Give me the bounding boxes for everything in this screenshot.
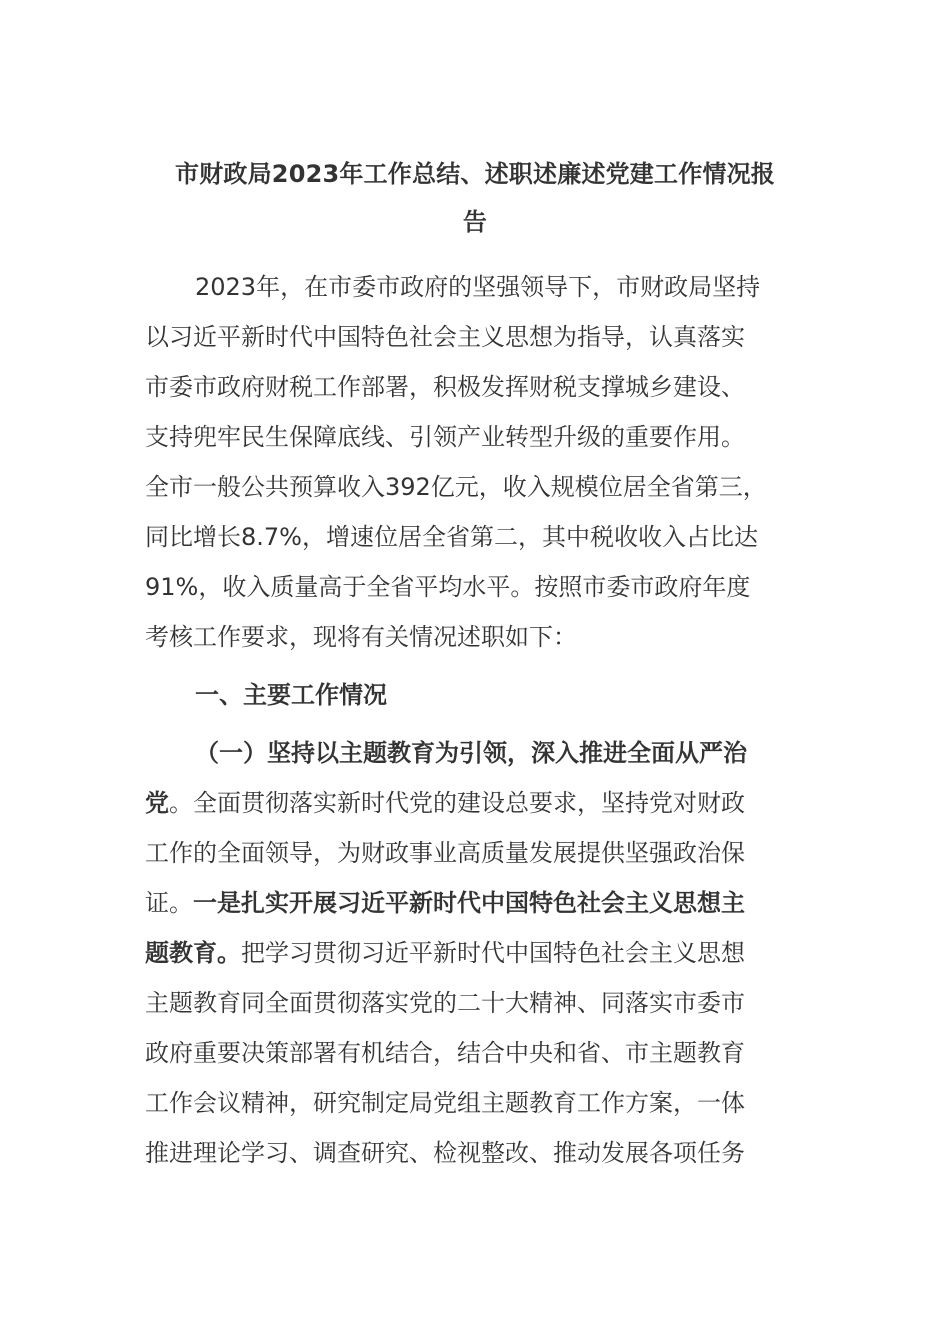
paragraph-line — [145, 878, 835, 928]
paragraph-text: 证。 — [145, 889, 193, 917]
paragraph-text: 把学习贯彻习近平新时代中国特色社会主义思想 — [241, 939, 745, 967]
paragraph-line — [145, 778, 835, 828]
intro-line-6: 同比增长8.7%，增速位居全省第二，其中税收收入占比达 — [145, 523, 758, 551]
point-one-heading-end: 题教育。 — [145, 939, 241, 967]
subsection-1-heading: （一）坚持以主题教育为引领，深入推进全面从严治 — [195, 739, 747, 767]
paragraph-line — [145, 928, 835, 978]
intro-line-3: 市委市政府财税工作部署，积极发挥财税支撑城乡建设、 — [145, 373, 745, 401]
title-line-2: 告 — [462, 208, 488, 236]
paragraph-line: 政府重要决策部署有机结合，结合中央和省、市主题教育 — [145, 1039, 745, 1067]
intro-line-1: 2023年，在市委市政府的坚强领导下，市财政局坚持 — [195, 273, 761, 301]
document-body — [145, 262, 835, 1178]
paragraph-line: 推进理论学习、调查研究、检视整改、推动发展各项任务 — [145, 1139, 745, 1167]
intro-line-8: 考核工作要求，现将有关情况述职如下： — [145, 623, 577, 651]
section-heading-1: 一、主要工作情况 — [195, 681, 387, 709]
paragraph-line: 工作的全面领导，为财政事业高质量发展提供坚强政治保 — [145, 839, 745, 867]
document-title — [145, 150, 805, 246]
paragraph-line: 主题教育同全面贯彻落实党的二十大精神、同落实市委市 — [145, 989, 745, 1017]
intro-line-4: 支持兜牢民生保障底线、引领产业转型升级的重要作用。 — [145, 423, 745, 451]
intro-line-7: 91%，收入质量高于全省平均水平。按照市委市政府年度 — [145, 573, 751, 601]
title-line-1: 市财政局2023年工作总结、述职述廉述党建工作情况报 — [175, 160, 775, 188]
subsection-1-heading-end: 党 — [145, 789, 169, 817]
intro-line-2: 以习近平新时代中国特色社会主义思想为指导，认真落实 — [145, 323, 745, 351]
paragraph-line: 工作会议精神，研究制定局党组主题教育工作方案，一体 — [145, 1089, 745, 1117]
paragraph-text: 。全面贯彻落实新时代党的建设总要求，坚持党对财政 — [169, 789, 745, 817]
intro-line-5: 全市一般公共预算收入392亿元，收入规模位居全省第三， — [145, 473, 767, 501]
point-one-heading: 一是扎实开展习近平新时代中国特色社会主义思想主 — [193, 889, 745, 917]
